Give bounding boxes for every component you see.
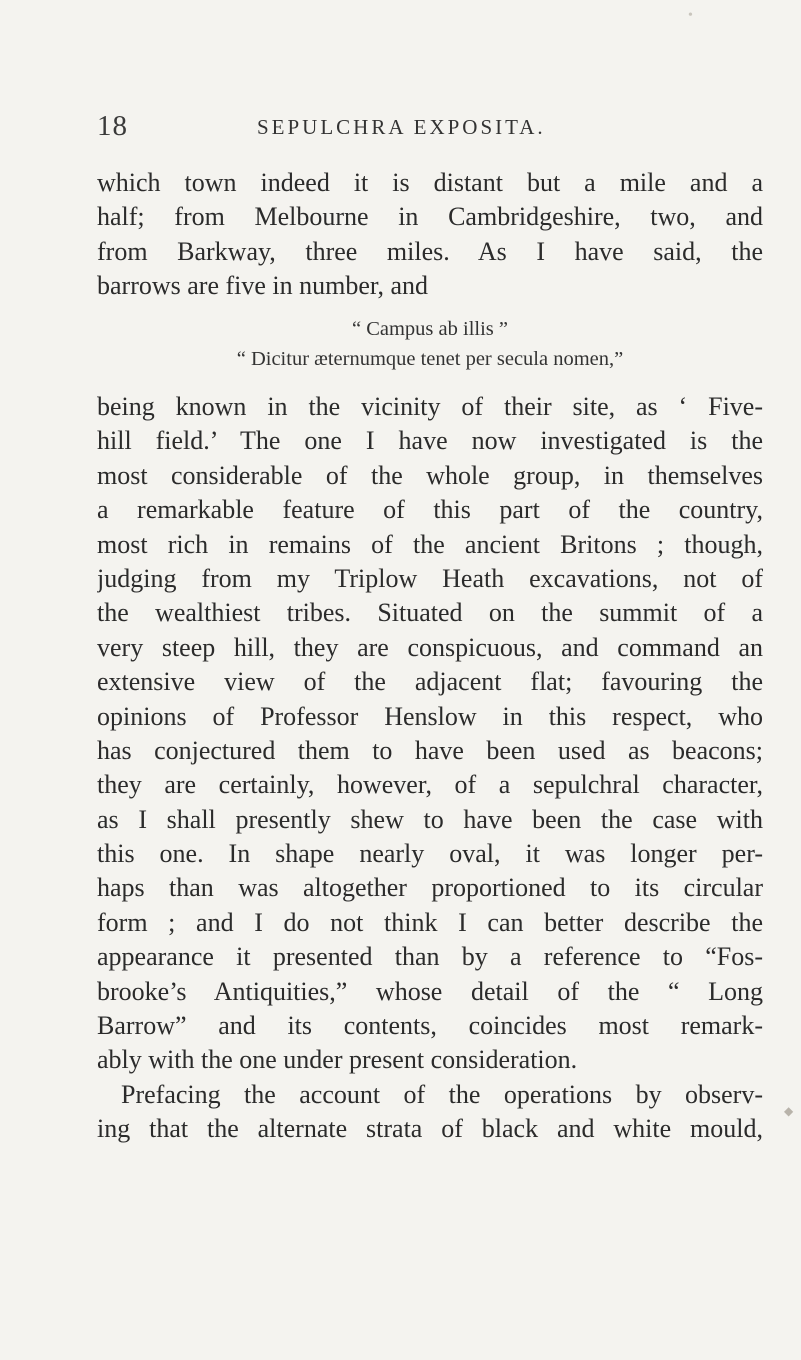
text-line: brooke’s Antiquities,” whose detail of the “ Long: [97, 976, 763, 1006]
text-line: form ; and I do not think I can better describe the: [97, 907, 763, 937]
paragraph-1: [97, 166, 763, 304]
page-number: 18: [97, 110, 128, 142]
text-line: most rich in remains of the ancient Britons ; though,: [97, 529, 763, 559]
text-line: a remarkable feature of this part of the country,: [97, 495, 763, 525]
text-line: Prefacing the account of the operations by observ-: [121, 1079, 763, 1109]
text-line: they are certainly, however, of a sepulchral character,: [97, 770, 763, 800]
text-line: this one. In shape nearly oval, it was longer per-: [97, 839, 763, 869]
text-line: Barrow” and its contents, coincides most remark-: [97, 1011, 763, 1041]
text-line: the wealthiest tribes. Situated on the summit of a: [97, 598, 763, 628]
text-line: judging from my Triplow Heath excavations, not of: [97, 563, 763, 593]
page-header: [97, 108, 763, 144]
text-line: extensive view of the adjacent flat; favouring the: [97, 667, 763, 697]
text-line: from Barkway, three miles. As I have said, the: [97, 236, 763, 266]
paper-speck-icon: ◆: [784, 1104, 794, 1118]
quote-line: “ Campus ab illis ”: [351, 318, 508, 340]
text-line: hill field.’ The one I have now investigated is the: [97, 426, 763, 456]
latin-quotation: [97, 314, 763, 374]
text-line: opinions of Professor Henslow in this respect, who: [97, 701, 763, 731]
text-line: being known in the vicinity of their site, as ‘ Five-: [97, 392, 763, 421]
text-line: as I shall presently shew to have been the case with: [97, 804, 763, 834]
paper-speck-icon: •: [688, 8, 693, 23]
running-head: SEPULCHRA EXPOSITA.: [257, 115, 546, 139]
text-line: which town indeed it is distant but a mile and a: [97, 168, 763, 197]
quote-line: “ Dicitur æternumque tenet per secula nomen,”: [236, 348, 624, 370]
text-line: very steep hill, they are conspicuous, and command an: [97, 632, 763, 662]
text-line: ably with the one under present consideration.: [97, 1045, 578, 1075]
text-line: haps than was altogether proportioned to its circular: [97, 873, 763, 903]
text-line: appearance it presented than by a reference to “Fos-: [97, 942, 763, 972]
paragraph-2: [97, 390, 763, 1078]
text-line: most considerable of the whole group, in themselves: [97, 460, 763, 490]
paragraph-3: [97, 1078, 763, 1147]
body-text: [97, 390, 763, 1147]
text-line: half; from Melbourne in Cambridgeshire, two, and: [97, 202, 763, 232]
text-line: ing that the alternate strata of black and white mould,: [97, 1114, 763, 1144]
text-line: barrows are five in number, and: [97, 271, 429, 301]
text-line: has conjectured them to have been used as beacons;: [97, 735, 763, 765]
